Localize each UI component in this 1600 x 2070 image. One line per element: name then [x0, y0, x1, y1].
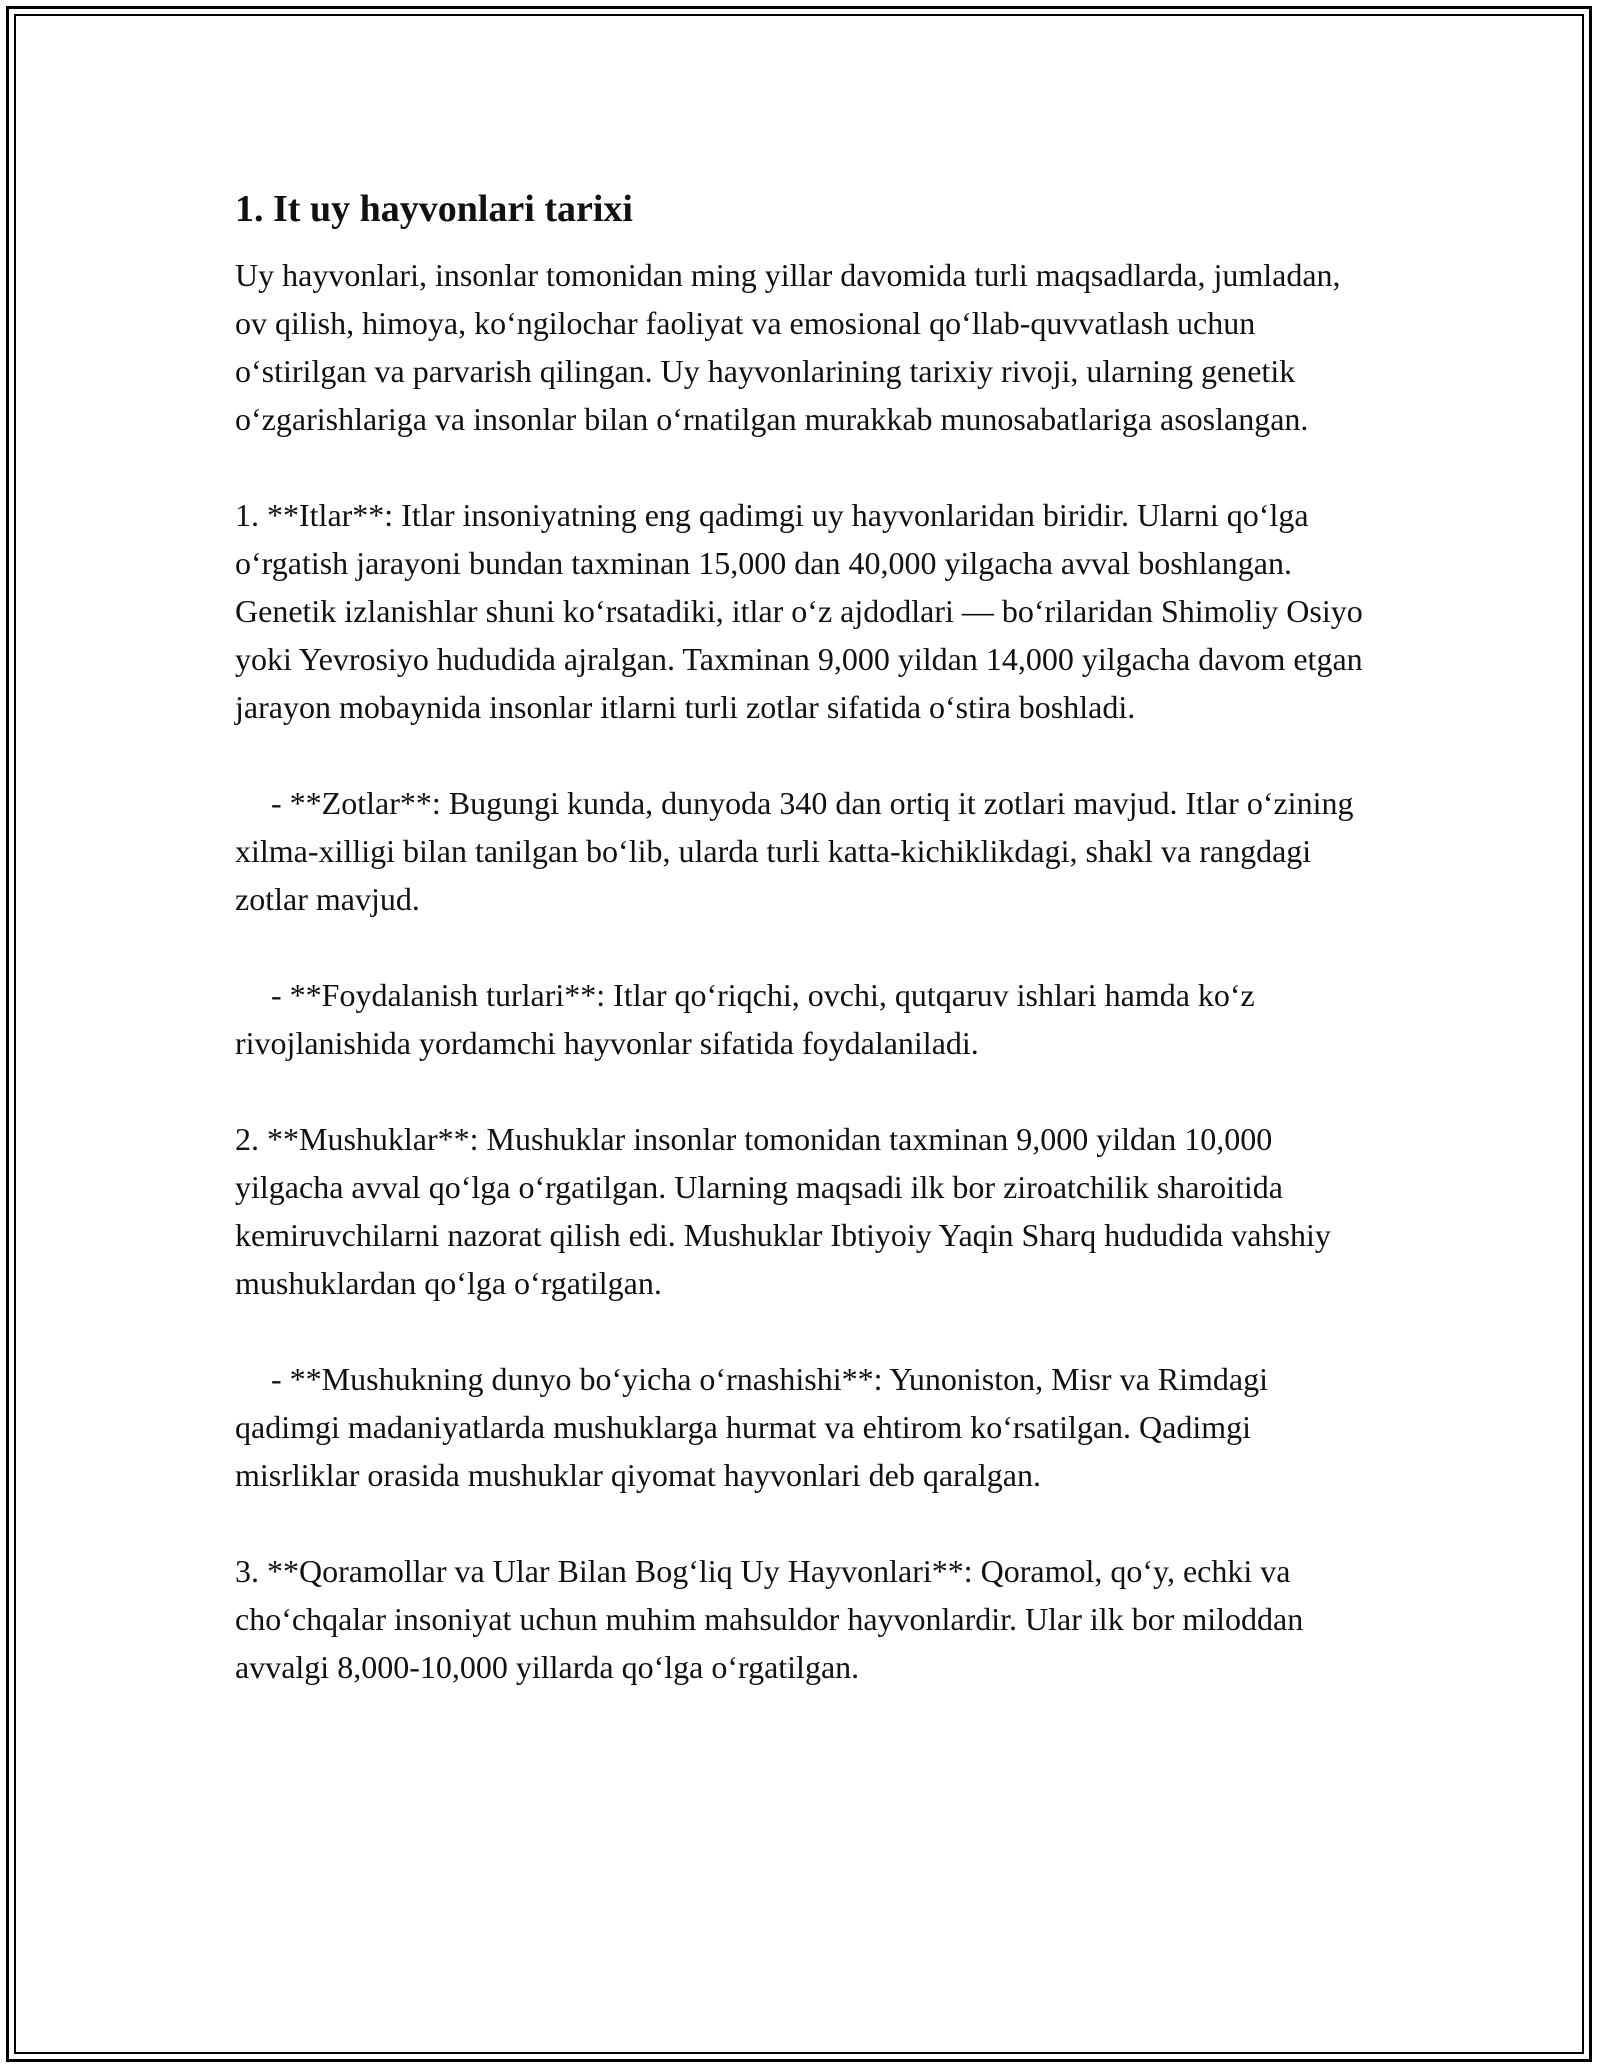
dog-breeds-bullet: - **Zotlar**: Bugungi kunda, dunyoda 340 dan ortiq it zotlari mavjud. Itlar o‘zining xilma-xilligi bilan tanilgan bo‘lib, ularda turli katta-kichiklikdagi, shakl va rangdagi zotlar mavjud. [235, 785, 1362, 917]
livestock-paragraph: 3. **Qoramollar va Ular Bilan Bog‘liq Uy Hayvonlari**: Qoramol, qo‘y, echki va cho‘chqalar insoniyat uchun muhim mahsuldor hayvonlardir. Ular ilk bor miloddan avvalgi 8,000-10,000 yillarda qo‘lga o‘rgatilgan. [235, 1553, 1312, 1685]
dogs-paragraph: 1. **Itlar**: Itlar insoniyatning eng qadimgi uy hayvonlaridan biridir. Ularni qo‘lga o‘rgatish jarayoni bundan taxminan 15,000 dan 40,000 yilgacha avval boshlangan. Genetik izlanishlar shuni ko‘rsatadiki, itlar o‘z ajdodlari — bo‘rilaridan Shimoliy Osiyo yoki Yevrosiyo hududida ajralgan. Taxminan 9,000 yildan 14,000 yilgacha davom etgan jarayon mobaynida insonlar itlarni turli zotlar sifatida o‘stira boshladi. [235, 497, 1371, 725]
cats-paragraph: 2. **Mushuklar**: Mushuklar insonlar tomonidan taxminan 9,000 yildan 10,000 yilgacha avval qo‘lga o‘rgatilgan. Ularning maqsadi ilk bor ziroatchilik sharoitida kemiruvchilarni nazorat qilish edi. Mushuklar Ibtiyoiy Yaqin Sharq hududida vahshiy mushuklardan qo‘lga o‘rgatilgan. [235, 1121, 1339, 1301]
intro-paragraph: Uy hayvonlari, insonlar tomonidan ming yillar davomida turli maqsadlarda, jumladan, ov qilish, himoya, ko‘ngilochar faoliyat va emosional qo‘llab-quvvatlash uchun o‘stirilgan va parvarish qilingan. Uy hayvonlarining tarixiy rivoji, ularning genetik o‘zgarishlariga va insonlar bilan o‘rnatilgan murakkab munosabatlariga asoslangan. [235, 257, 1349, 437]
section-heading: 1. It uy hayvonlari tarixi [235, 188, 633, 230]
cat-spread-bullet: - **Mushukning dunyo bo‘yicha o‘rnashishi**: Yunoniston, Misr va Rimdagi qadimgi madaniyatlarda mushuklarga hurmat va ehtirom ko‘rsatilgan. Qadimgi misrliklar orasida mushuklar qiyomat hayvonlari deb qaralgan. [235, 1361, 1276, 1493]
document-body [235, 185, 1375, 1739]
dog-uses-bullet: - **Foydalanish turlari**: Itlar qo‘riqchi, ovchi, qutqaruv ishlari hamda ko‘z rivojlanishida yordamchi hayvonlar sifatida foydalaniladi. [235, 977, 1263, 1061]
